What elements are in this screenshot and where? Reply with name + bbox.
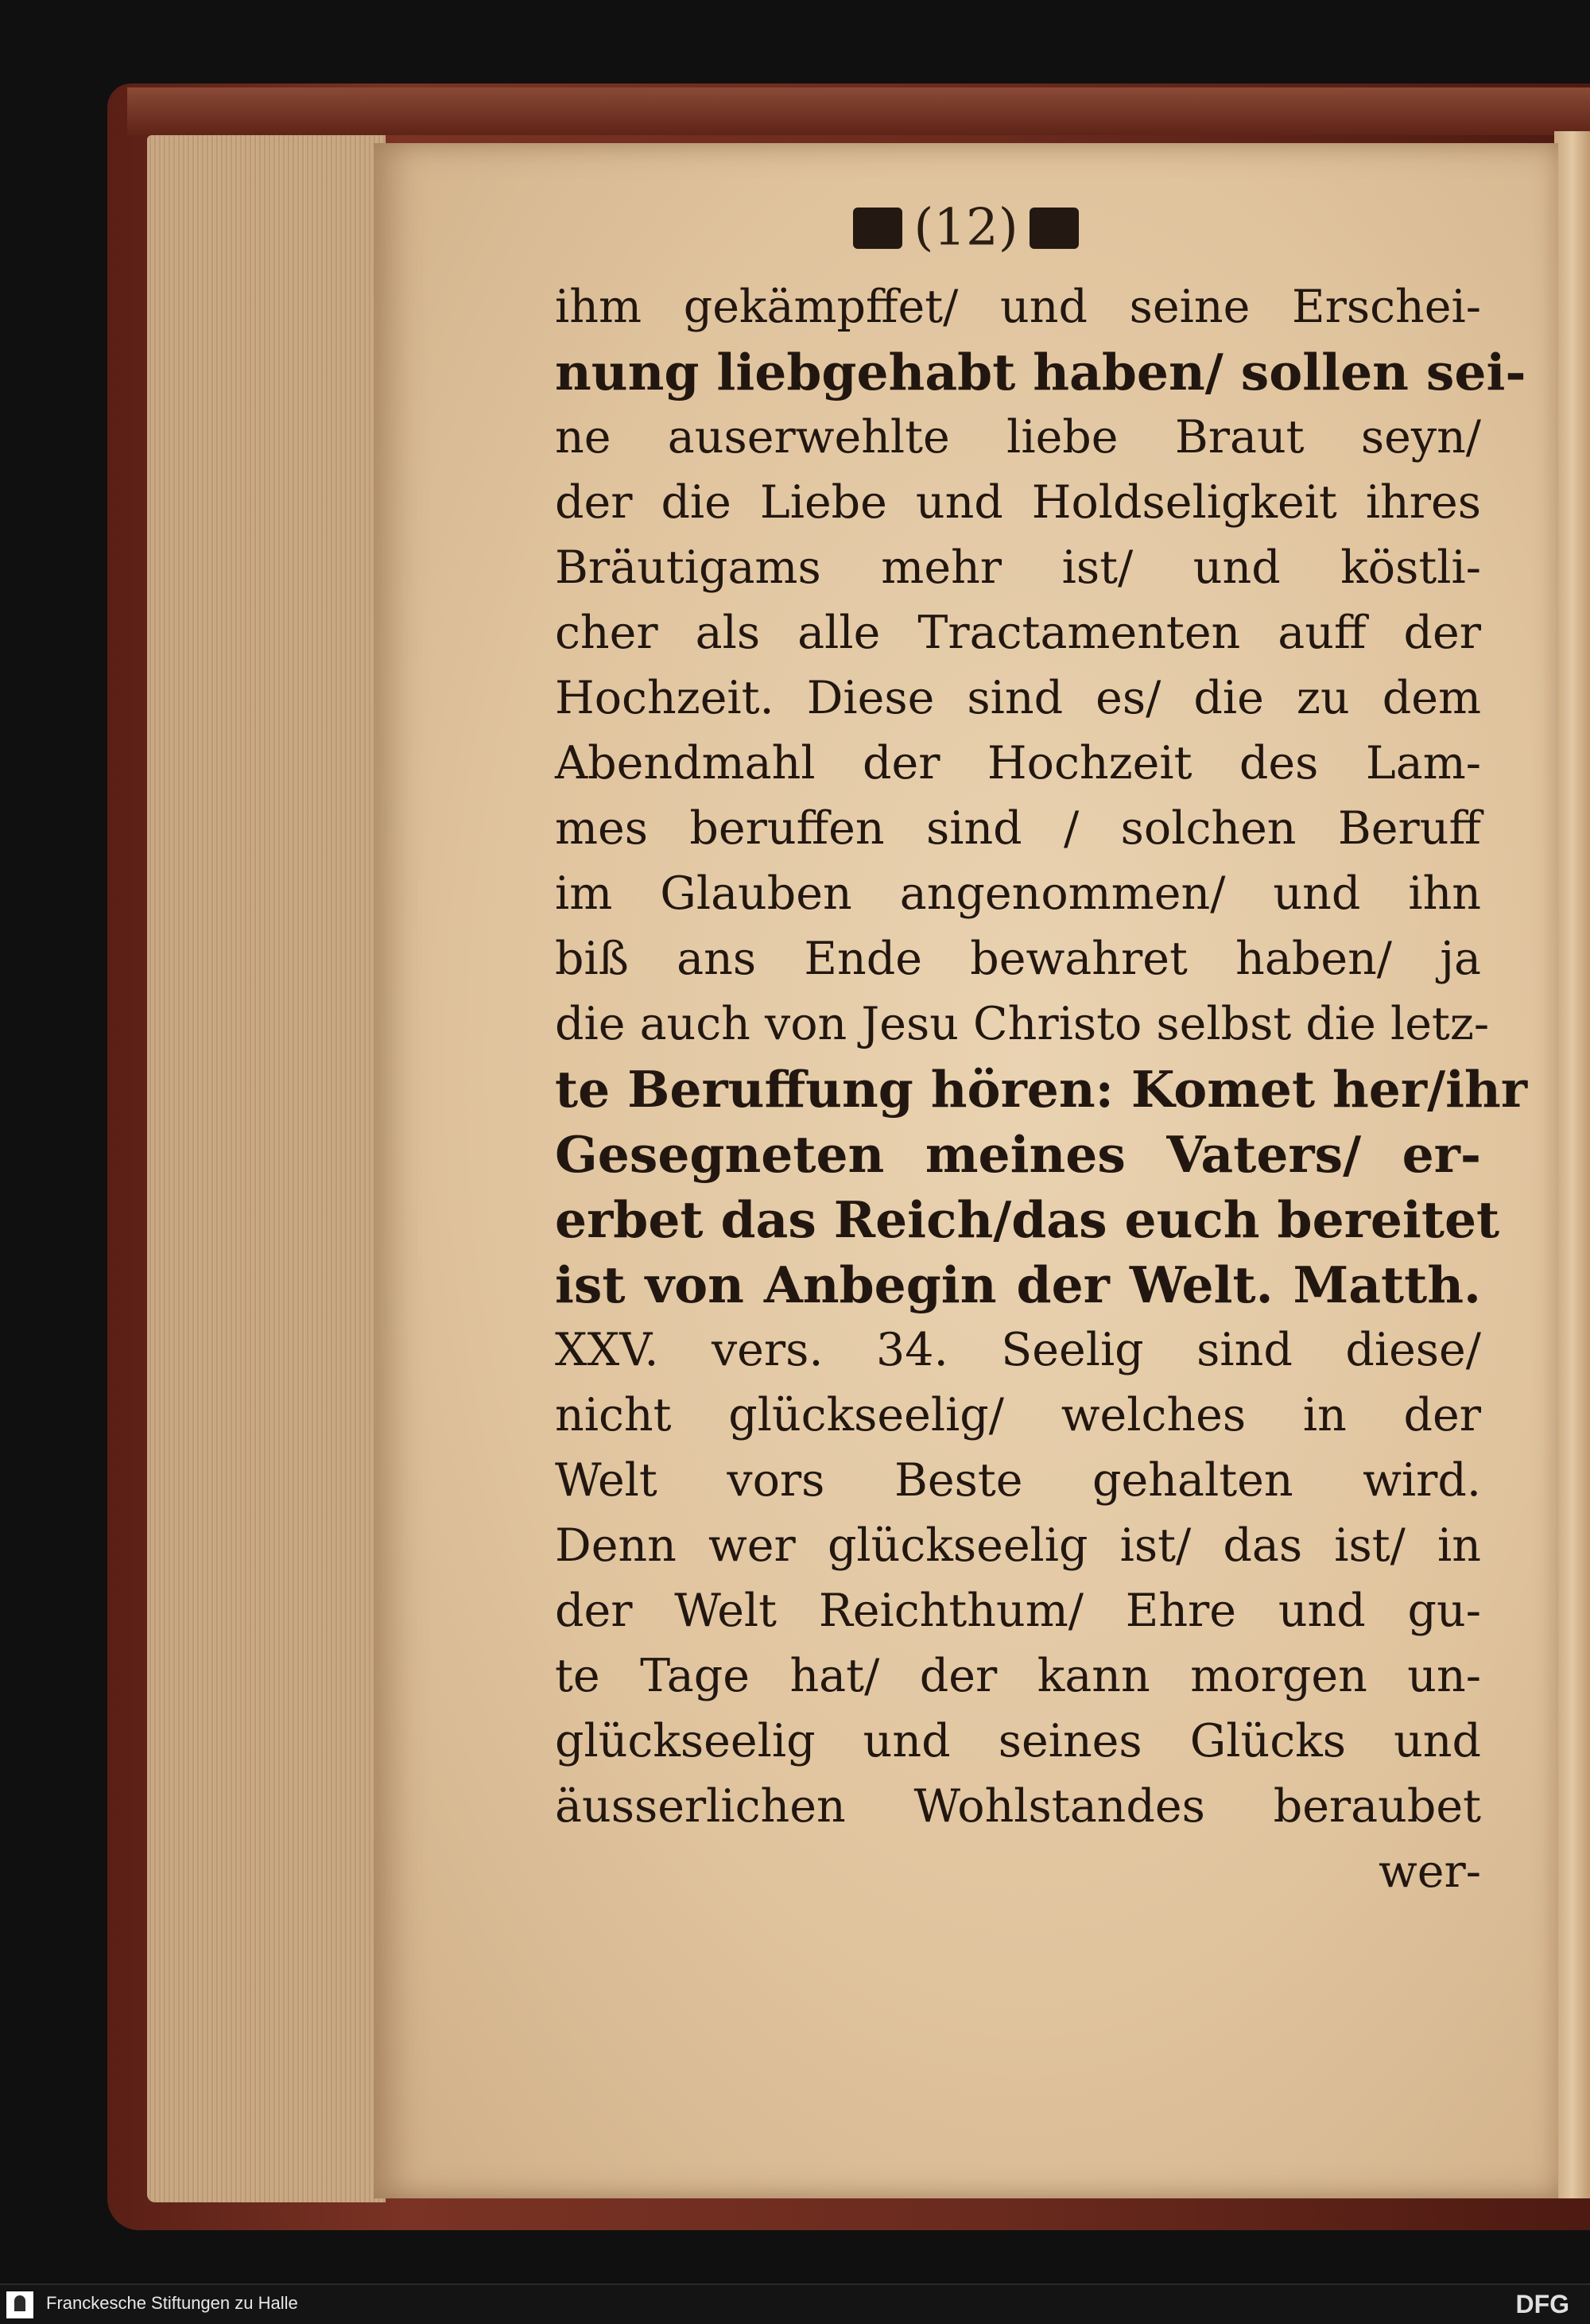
text-line: Welt vors Beste gehalten wird. (555, 1454, 1481, 1507)
text-line: Gesegneten meines Vaters/ er- (555, 1125, 1481, 1184)
text-line: im Glauben angenommen/ und ihn (555, 867, 1481, 920)
facing-page-edge (1554, 131, 1590, 2198)
book-page (374, 143, 1558, 2198)
text-line: nung liebgehabt haben/ sollen sei- (555, 343, 1526, 402)
text-line: te Beruffung hören: Komet her/ihr (555, 1060, 1528, 1119)
page-number: (12) (913, 198, 1018, 258)
text-line: erbet das Reich/das euch bereitet (555, 1190, 1500, 1249)
catchword: wer- (1378, 1845, 1481, 1898)
viewer-footer (0, 2283, 1590, 2324)
text-line: äusserlichen Wohlstandes beraubet (555, 1780, 1481, 1833)
page-header (374, 195, 1558, 258)
book-cover-top (127, 87, 1590, 135)
text-line: Abendmahl der Hochzeit des Lam- (555, 737, 1481, 790)
text-line: mes beruffen sind / solchen Beruff (555, 802, 1481, 855)
text-line: ne auserwehlte liebe Braut seyn/ (555, 411, 1481, 464)
text-line: Bräutigams mehr ist/ und köstli- (555, 541, 1481, 594)
text-line: der Welt Reichthum/ Ehre und gu- (555, 1585, 1481, 1637)
ornament-left-icon (853, 208, 902, 249)
page-text (555, 274, 1528, 1904)
text-line: der die Liebe und Holdseligkeit ihres (555, 476, 1481, 529)
text-line: ihm gekämpffet/ und seine Erschei- (555, 281, 1481, 333)
institution-logo-icon (6, 2291, 33, 2318)
text-line: XXV. vers. 34. Seelig sind diese/ (555, 1324, 1481, 1376)
text-line: nicht glückseelig/ welches in der (555, 1389, 1481, 1441)
text-line: te Tage hat/ der kann morgen un- (555, 1650, 1481, 1702)
text-line: die auch von Jesu Christo selbst die letz- (555, 998, 1490, 1050)
text-line: biß ans Ende bewahret haben/ ja (555, 933, 1481, 985)
text-line: glückseelig und seines Glücks und (555, 1715, 1481, 1767)
text-line: ist von Anbegin der Welt. Matth. (555, 1255, 1481, 1314)
institution-name: Franckesche Stiftungen zu Halle (46, 2293, 298, 2313)
ornament-right-icon (1030, 208, 1079, 249)
dfg-logo: DFG (1515, 2290, 1569, 2318)
text-line: Hochzeit. Diese sind es/ die zu dem (555, 672, 1481, 724)
text-line: cher als alle Tractamenten auff der (555, 607, 1481, 659)
text-line: Denn wer glückseelig ist/ das ist/ in (555, 1519, 1481, 1572)
page-stack-edge (147, 135, 386, 2202)
